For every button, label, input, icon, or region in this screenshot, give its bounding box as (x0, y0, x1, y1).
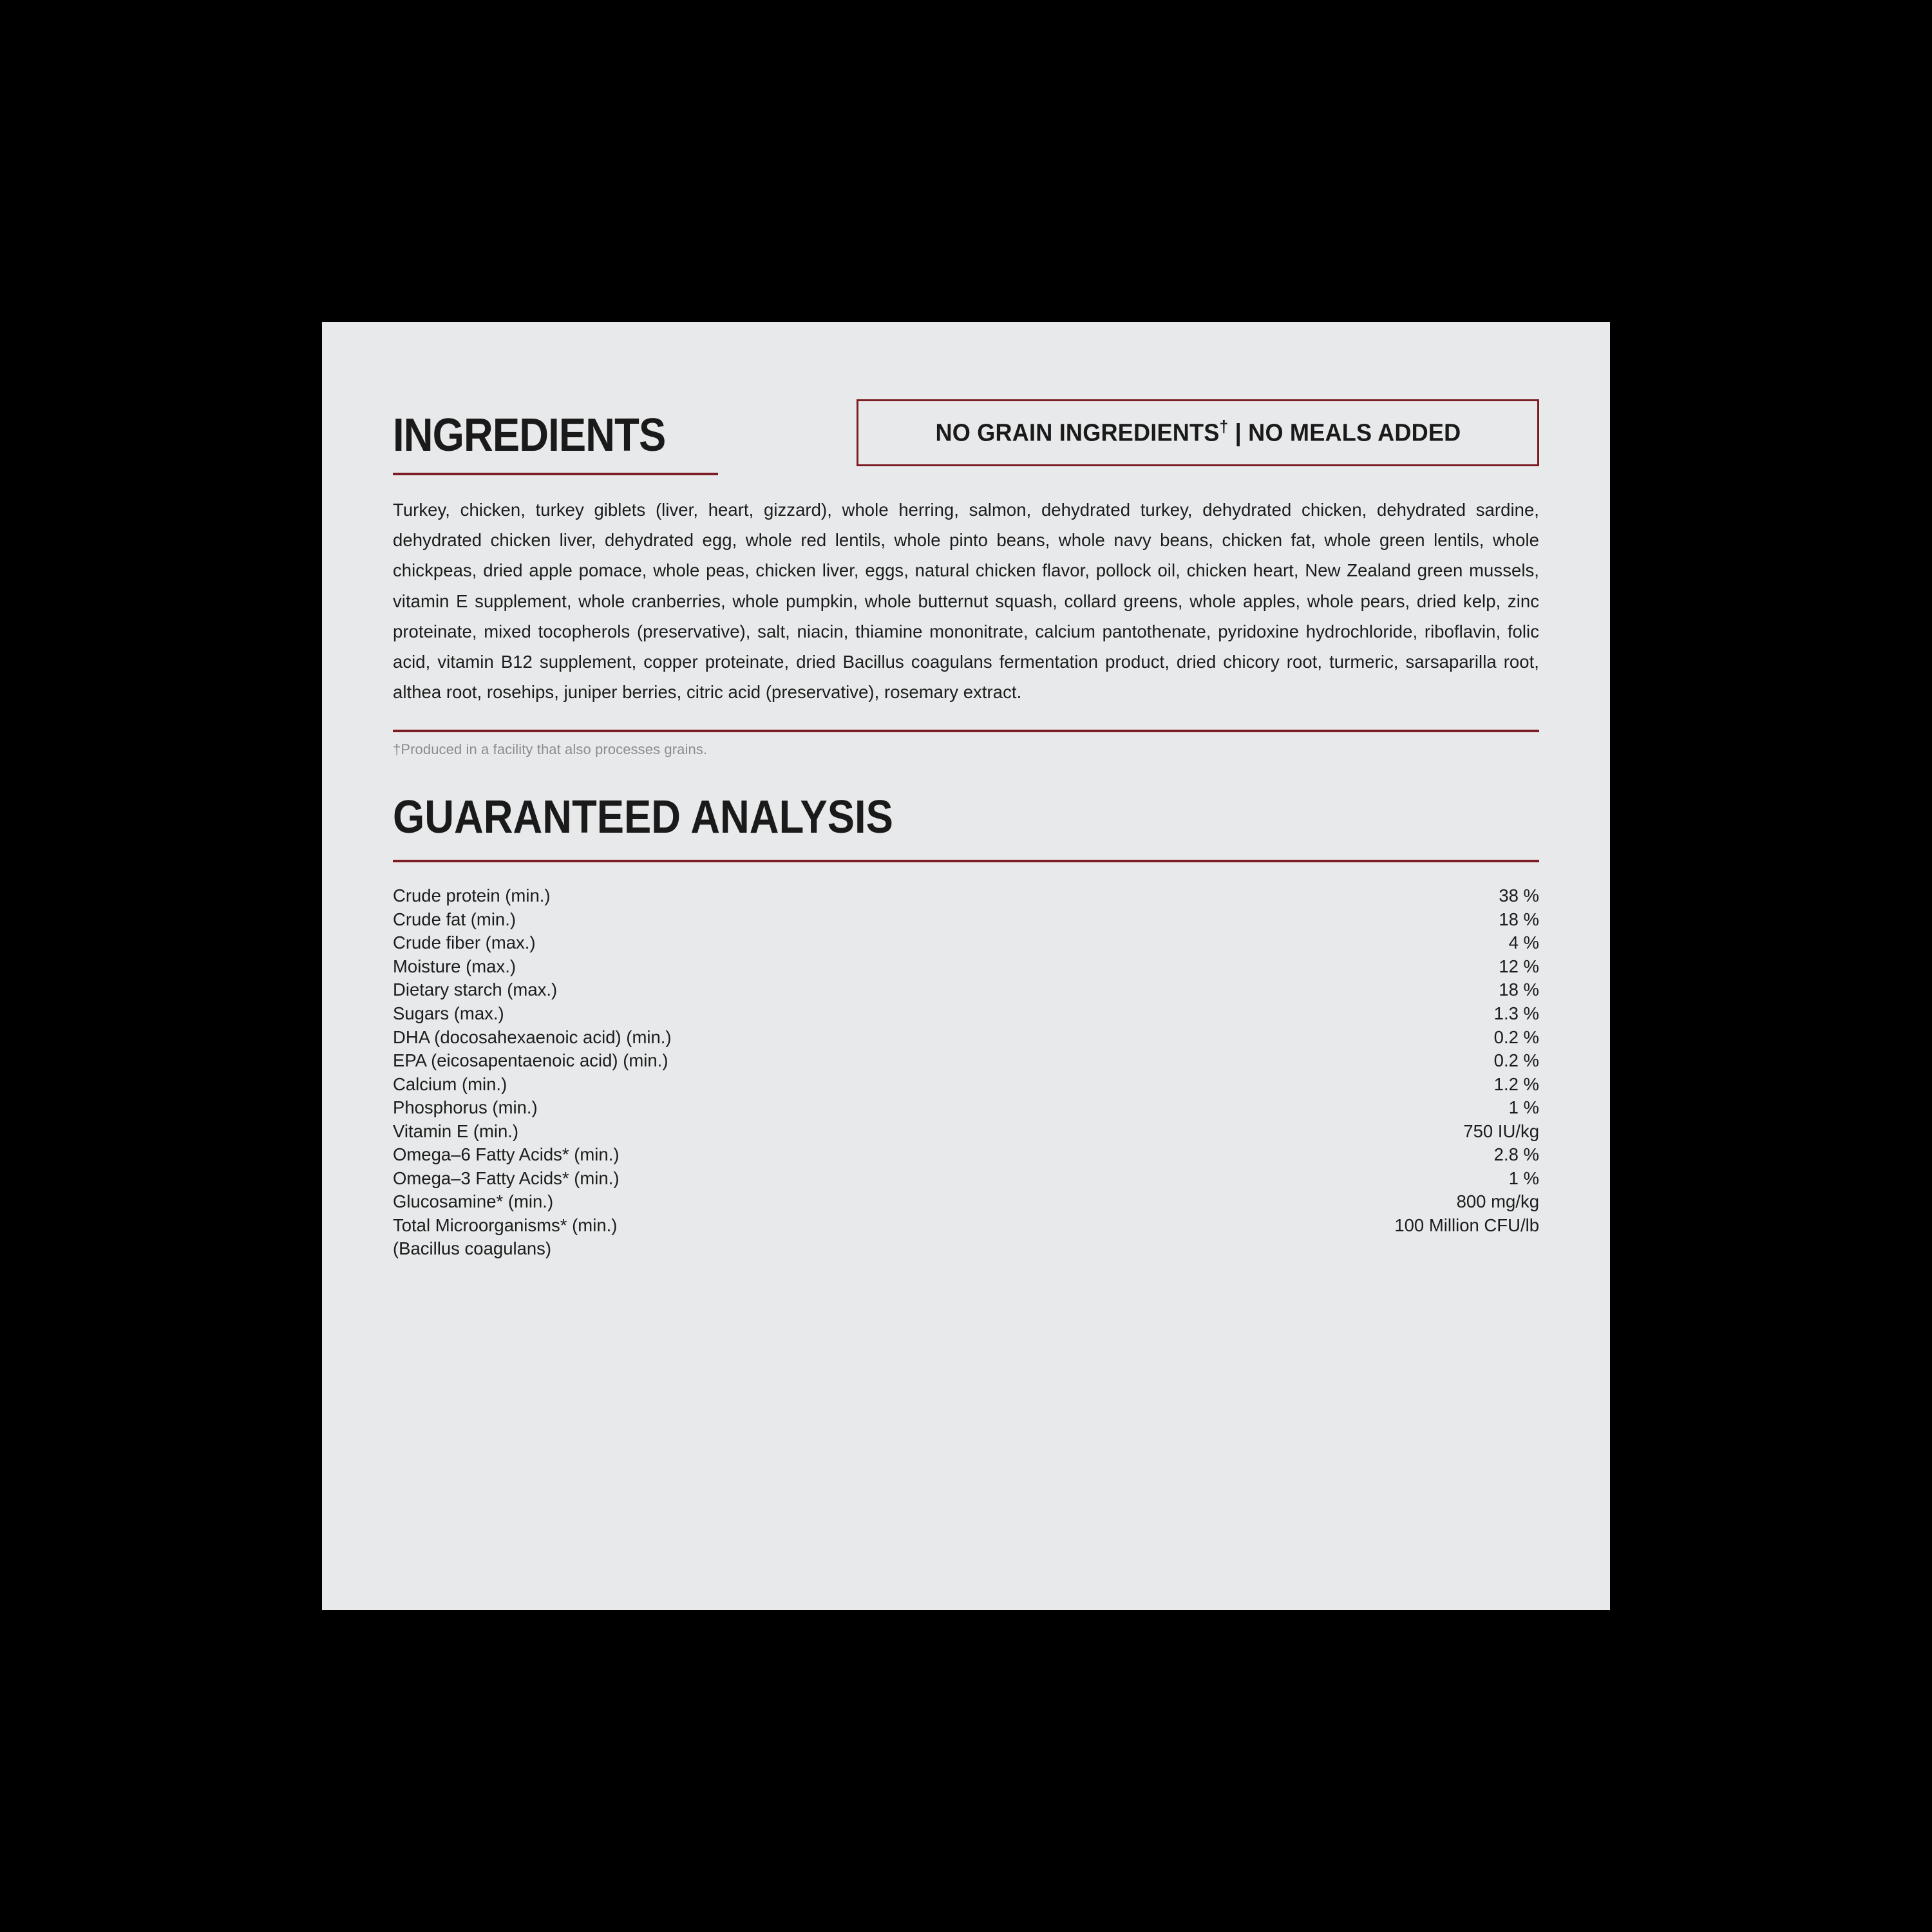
table-row (393, 1143, 1539, 1167)
table-row (393, 1190, 1539, 1214)
dagger-symbol: † (1219, 417, 1228, 436)
analysis-value: 18 % (1499, 909, 1539, 929)
table-row (393, 907, 1539, 931)
analysis-value: 0.2 % (1493, 1027, 1539, 1047)
analysis-label: EPA (eicosapentaenoic acid) (min.) (393, 1050, 668, 1071)
ingredients-divider-spacer (393, 730, 1539, 732)
table-row (393, 931, 1539, 955)
analysis-value: 12 % (1499, 956, 1539, 976)
analysis-value: 4 % (1508, 933, 1539, 953)
table-row (393, 1213, 1539, 1237)
analysis-label: Dietary starch (max.) (393, 980, 558, 1000)
no-grain-badge-main: NO GRAIN INGREDIENTS (935, 419, 1220, 447)
guaranteed-analysis-heading: GUARANTEED ANALYSIS (393, 791, 893, 843)
analysis-continuation: (Bacillus coagulans) (393, 1238, 552, 1259)
guaranteed-analysis-divider (393, 860, 1539, 862)
ingredients-divider (393, 730, 1539, 732)
no-grain-badge (857, 399, 1539, 466)
analysis-label: Crude protein (min.) (393, 886, 551, 906)
table-row (393, 1096, 1539, 1120)
table-row (393, 1001, 1539, 1025)
analysis-value: 750 IU/kg (1463, 1121, 1539, 1141)
analysis-label: Omega–6 Fatty Acids* (min.) (393, 1144, 620, 1165)
analysis-label: Crude fat (min.) (393, 909, 516, 929)
analysis-value: 38 % (1499, 886, 1539, 906)
ingredients-heading-block (393, 398, 703, 459)
ingredients-text: Turkey, chicken, turkey giblets (liver, heart, gizzard), whole herring, salmon, dehydrated turkey, dehydrated chicken, dehydrated sardine, dehydrated chicken liver, dehydrated egg, whole red lentils, whole pinto beans, whole navy beans, chicken fat, whole green lentils, whole chickpeas, dried apple pomace, whole peas, chicken liver, eggs, natural chicken flavor, pollock oil, chicken heart, New Zealand green mussels, vitamin E supplement, whole cranberries, whole pumpkin, whole butternut squash, collard greens, whole apples, whole pears, dried kelp, zinc proteinate, mixed tocopherols (preservative), salt, niacin, thiamine mononitrate, calcium pantothenate, pyridoxine hydrochloride, riboflavin, folic acid, vitamin B12 supplement, copper proteinate, dried Bacillus coagulans fermentation product, dried chicory root, turmeric, sarsaparilla root, althea root, rosehips, juniper berries, citric acid (preservative), rosemary extract. (393, 499, 1539, 703)
ingredients-heading: INGREDIENTS (393, 410, 666, 461)
ingredients-title-rule (393, 473, 718, 475)
guaranteed-analysis-list (393, 884, 1539, 1261)
table-row (393, 978, 1539, 1002)
analysis-label: Crude fiber (max.) (393, 933, 536, 953)
table-row (393, 1119, 1539, 1143)
analysis-value: 1 % (1508, 1168, 1539, 1188)
analysis-value: 1.2 % (1493, 1074, 1539, 1094)
analysis-label: Vitamin E (min.) (393, 1121, 519, 1141)
analysis-label: Omega–3 Fatty Acids* (min.) (393, 1168, 620, 1188)
analysis-label: Total Microorganisms* (min.) (393, 1215, 618, 1235)
grain-footnote: †Produced in a facility that also processes grains. (393, 741, 708, 757)
analysis-label: Moisture (max.) (393, 956, 516, 976)
table-row (393, 1166, 1539, 1190)
analysis-label: DHA (docosahexaenoic acid) (min.) (393, 1027, 672, 1047)
analysis-value: 0.2 % (1493, 1050, 1539, 1071)
table-row (393, 1025, 1539, 1049)
table-row (393, 954, 1539, 978)
table-row (393, 1072, 1539, 1096)
analysis-value: 1.3 % (1493, 1003, 1539, 1023)
analysis-value: 100 Million CFU/lb (1394, 1215, 1539, 1235)
analysis-value: 18 % (1499, 980, 1539, 1000)
no-grain-badge-label (935, 417, 1461, 448)
nutrition-panel (322, 322, 1610, 1610)
analysis-label: Calcium (min.) (393, 1074, 507, 1094)
analysis-value: 2.8 % (1493, 1144, 1539, 1165)
analysis-label: Phosphorus (min.) (393, 1097, 538, 1118)
table-row (393, 1049, 1539, 1073)
analysis-label: Glucosamine* (min.) (393, 1191, 554, 1212)
analysis-value: 800 mg/kg (1456, 1191, 1539, 1212)
table-row (393, 884, 1539, 908)
analysis-value: 1 % (1508, 1097, 1539, 1118)
analysis-label: Sugars (max.) (393, 1003, 504, 1023)
no-grain-badge-tail: | NO MEALS ADDED (1227, 419, 1461, 447)
panel-header (393, 398, 1539, 466)
